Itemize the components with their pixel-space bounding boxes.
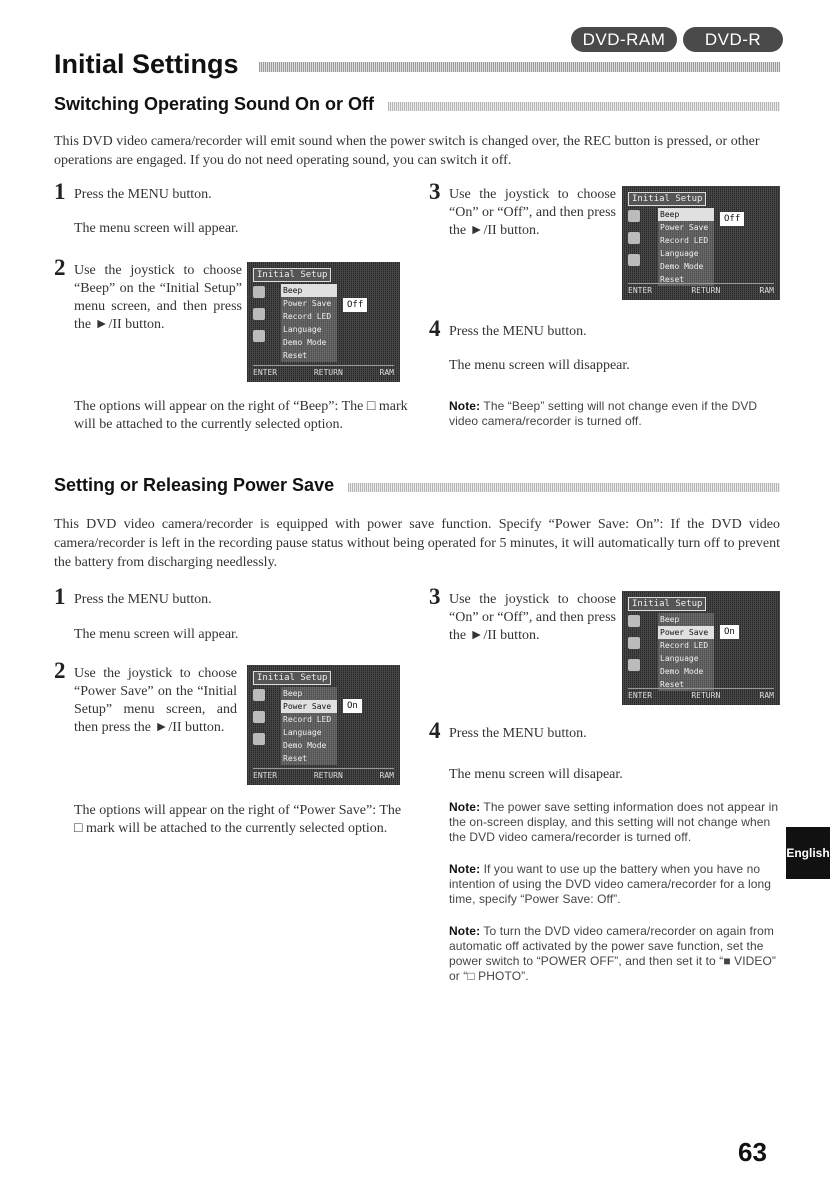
footer-enter: ENTER xyxy=(628,691,653,700)
menu-item: Language xyxy=(660,654,699,663)
step-number: 4 xyxy=(429,316,441,341)
screen-menu-list xyxy=(281,687,337,765)
step-3 xyxy=(429,584,616,645)
footer-media: RAM xyxy=(759,286,774,295)
screen-header: Initial Setup xyxy=(628,597,706,611)
note-text: The power save setting information does not appear in the on-screen display, and this setting will not change when the DVD video camera/recorder is turned off. xyxy=(449,800,779,844)
screen-icons xyxy=(253,689,267,755)
menu-item: Record LED xyxy=(283,715,332,724)
menu-item: Demo Mode xyxy=(660,667,704,676)
dvd-r-badge: DVD-R xyxy=(683,27,783,52)
step-text: Use the joystick to choose “On” or “Off”, and then press the ►/II button. xyxy=(449,592,616,643)
step-1-result: The menu screen will appear. xyxy=(74,627,239,642)
menu-item: Language xyxy=(660,249,699,258)
menu-icon xyxy=(628,615,640,627)
footer-return: RETURN xyxy=(691,691,721,700)
step-text: Use the joystick to choose “Power Save” on the “Initial Setup” menu screen, and then press the ►/II button. xyxy=(74,666,237,735)
step-2 xyxy=(54,255,242,334)
step-4 xyxy=(429,316,749,341)
screen-icons xyxy=(628,210,642,276)
menu-item: Power Save xyxy=(658,626,714,639)
section-intro: This DVD video camera/recorder is equipped with power save function. Specify “Power Save: On”: If the DVD video camera/recorder is left in the recording pause status without being operated for 5 minutes, it will automatically turn off to prevent the battery from discharging needlessly. xyxy=(54,517,780,570)
menu-item: Demo Mode xyxy=(283,741,327,750)
note xyxy=(449,800,781,845)
menu-screen-beep xyxy=(247,262,400,382)
note xyxy=(449,862,781,907)
section-heading: Setting or Releasing Power Save xyxy=(54,475,335,495)
menu-item: Power Save xyxy=(283,299,332,308)
step-number: 2 xyxy=(54,658,66,683)
step-number: 3 xyxy=(429,179,441,204)
note-label: Note: xyxy=(449,800,481,814)
screen-icons xyxy=(253,286,267,352)
menu-item: Beep xyxy=(660,615,680,624)
screen-option: Off xyxy=(720,212,744,226)
menu-item: Record LED xyxy=(283,312,332,321)
step-number: 2 xyxy=(54,255,66,280)
step-number: 1 xyxy=(54,584,66,609)
step-number: 1 xyxy=(54,179,66,204)
screen-footer xyxy=(253,365,394,378)
note-label: Note: xyxy=(449,399,481,413)
footer-enter: ENTER xyxy=(253,771,278,780)
screen-option: On xyxy=(720,625,739,639)
section-heading: Switching Operating Sound On or Off xyxy=(54,94,374,114)
page-title: Initial Settings xyxy=(54,48,239,79)
screen-option: Off xyxy=(343,298,367,312)
title-rule xyxy=(259,62,780,72)
step-number: 4 xyxy=(429,718,441,743)
menu-item: Demo Mode xyxy=(283,338,327,347)
menu-item: Power Save xyxy=(281,700,337,713)
footer-return: RETURN xyxy=(691,286,721,295)
menu-icon xyxy=(628,232,640,244)
menu-icon xyxy=(628,637,640,649)
step-text: Press the MENU button. xyxy=(74,187,212,202)
screen-menu-list xyxy=(658,208,714,286)
menu-icon xyxy=(253,689,265,701)
menu-item: Reset xyxy=(283,754,308,763)
menu-item: Beep xyxy=(658,208,714,221)
step-1-result: The menu screen will appear. xyxy=(74,221,239,236)
step-text: Use the joystick to choose “On” or “Off”, and then press the ►/II button. xyxy=(449,187,616,238)
menu-icon xyxy=(253,711,265,723)
step-text: Press the MENU button. xyxy=(449,726,587,741)
footer-media: RAM xyxy=(379,368,394,377)
screen-footer xyxy=(628,688,774,701)
menu-screen-power-save-options xyxy=(622,591,780,705)
step-4-result: The menu screen will disappear. xyxy=(449,358,630,373)
step-2-result: The options will appear on the right of “Power Save”: The □ mark will be attached to the currently selected option. xyxy=(74,803,402,836)
menu-screen-power-save xyxy=(247,665,400,785)
menu-icon xyxy=(628,210,640,222)
menu-icon xyxy=(628,254,640,266)
screen-header: Initial Setup xyxy=(253,671,331,685)
section-intro: This DVD video camera/recorder will emit sound when the power switch is changed over, the REC button is pressed, or other operations are engaged. If you do not need operating sound, you can switch it off. xyxy=(54,134,760,168)
section-heading-row xyxy=(54,94,780,115)
menu-icon xyxy=(253,286,265,298)
dvd-ram-badge: DVD-RAM xyxy=(571,27,677,52)
screen-header: Initial Setup xyxy=(253,268,331,282)
screen-footer xyxy=(628,283,774,296)
step-number: 3 xyxy=(429,584,441,609)
page-title-row xyxy=(54,47,780,81)
menu-icon xyxy=(253,733,265,745)
step-text: Press the MENU button. xyxy=(449,324,587,339)
step-text: Use the joystick to choose “Beep” on the “Initial Setup” menu screen, and then press the ►/II button. xyxy=(74,263,242,332)
screen-menu-list xyxy=(281,284,337,362)
menu-item: Reset xyxy=(660,275,685,284)
footer-media: RAM xyxy=(379,771,394,780)
footer-return: RETURN xyxy=(313,368,343,377)
screen-icons xyxy=(628,615,642,681)
menu-item: Record LED xyxy=(660,236,709,245)
note-text: To turn the DVD video camera/recorder on again from automatic off activated by the power save function, set the power switch to “POWER OFF”, and then set it to “■ VIDEO” or “□ PHOTO”. xyxy=(449,924,777,983)
note-label: Note: xyxy=(449,862,481,876)
page-number: 63 xyxy=(738,1137,767,1167)
menu-item: Language xyxy=(283,325,322,334)
note-text: The “Beep” setting will not change even if the DVD video camera/recorder is turned off. xyxy=(449,399,758,428)
step-4-result: The menu screen will disapear. xyxy=(449,767,623,782)
menu-item: Demo Mode xyxy=(660,262,704,271)
step-1 xyxy=(54,179,244,204)
step-2-result: The options will appear on the right of “Beep”: The □ mark will be attached to the currently selected option. xyxy=(74,399,408,432)
menu-icon xyxy=(253,330,265,342)
menu-icon xyxy=(628,659,640,671)
footer-enter: ENTER xyxy=(253,368,278,377)
menu-screen-beep-options xyxy=(622,186,780,300)
footer-media: RAM xyxy=(759,691,774,700)
step-2 xyxy=(54,658,237,737)
heading-rule xyxy=(348,483,780,492)
menu-icon xyxy=(253,308,265,320)
footer-enter: ENTER xyxy=(628,286,653,295)
menu-item: Power Save xyxy=(660,223,709,232)
menu-item: Beep xyxy=(283,689,303,698)
footer-return: RETURN xyxy=(313,771,343,780)
menu-item: Reset xyxy=(660,680,685,689)
step-3 xyxy=(429,179,616,240)
menu-item: Reset xyxy=(283,351,308,360)
screen-option: On xyxy=(343,699,362,713)
note xyxy=(449,924,781,984)
language-tab: English xyxy=(786,827,830,879)
note-text: If you want to use up the battery when you have no intention of using the DVD video camera/recorder for a long time, specify “Power Save: Off”. xyxy=(449,862,772,906)
heading-rule xyxy=(388,102,780,111)
screen-menu-list xyxy=(658,613,714,691)
step-4 xyxy=(429,718,749,743)
screen-header: Initial Setup xyxy=(628,192,706,206)
step-text: Press the MENU button. xyxy=(74,592,212,607)
note xyxy=(449,399,781,429)
menu-item: Record LED xyxy=(660,641,709,650)
menu-item: Language xyxy=(283,728,322,737)
step-1 xyxy=(54,584,244,609)
screen-footer xyxy=(253,768,394,781)
note-label: Note: xyxy=(449,924,481,938)
section-heading-row xyxy=(54,475,780,496)
menu-item: Beep xyxy=(281,284,337,297)
